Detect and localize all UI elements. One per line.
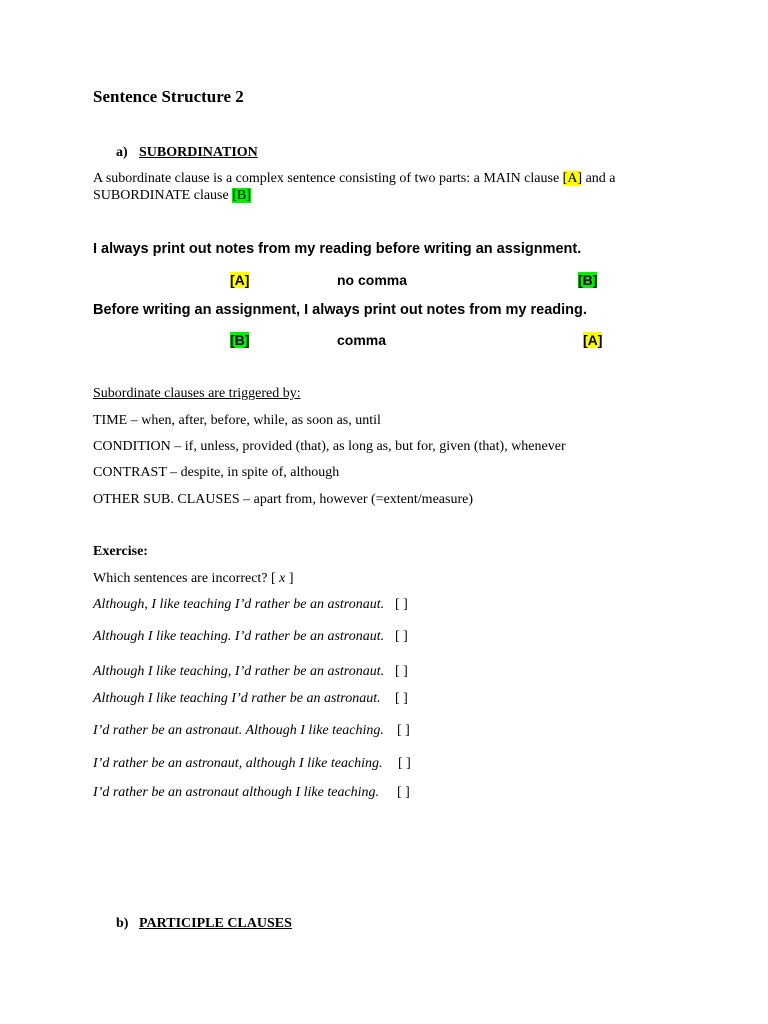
exercise-item-text: Although I like teaching I’d rather be an astronaut. [93, 691, 381, 706]
example-1-label: no comma [337, 272, 408, 288]
exercise-item [93, 723, 384, 739]
exercise-item [93, 597, 384, 613]
page-title: Sentence Structure 2 [93, 87, 244, 106]
exercise-checkbox-6[interactable]: [ ] [398, 756, 411, 771]
exercise-checkbox-2[interactable]: [ ] [395, 629, 408, 644]
intro-text-2: and a SUBORDINATE clause [93, 171, 616, 203]
section-a-name: SUBORDINATION [139, 145, 258, 160]
intro-paragraph [93, 170, 673, 204]
exercise-question-x: x [279, 571, 286, 586]
example-sentence-1: I always print out notes from my reading before writing an assignment. [93, 241, 582, 257]
triggers-heading: Subordinate clauses are triggered by: [93, 386, 301, 401]
exercise-item [93, 629, 384, 645]
exercise-item [93, 691, 381, 707]
example-1-tag-right: [B] [578, 272, 598, 288]
exercise-item-text: I’d rather be an astronaut although I like teaching. [93, 785, 380, 800]
exercise-item [93, 756, 383, 772]
trigger-item-contrast: CONTRAST – despite, in spite of, although [93, 465, 340, 480]
section-b-name: PARTICIPLE CLAUSES [139, 916, 292, 931]
trigger-item-time: TIME – when, after, before, while, as soon as, until [93, 413, 381, 428]
trigger-item-other: OTHER SUB. CLAUSES – apart from, however (=extent/measure) [93, 492, 473, 507]
example-2-tag-left: [B] [230, 332, 250, 348]
exercise-checkbox-5[interactable]: [ ] [397, 723, 410, 738]
section-b-heading [116, 916, 292, 932]
intro-text-1: A subordinate clause is a complex sentence consisting of two parts: a MAIN clause [93, 171, 563, 186]
exercise-question [93, 571, 294, 587]
section-a-heading [116, 145, 258, 161]
exercise-item-text: Although, I like teaching I’d rather be an astronaut. [93, 597, 385, 612]
exercise-checkbox-1[interactable]: [ ] [395, 597, 408, 612]
exercise-question-text: Which sentences are incorrect? [ [93, 571, 280, 586]
exercise-checkbox-3[interactable]: [ ] [395, 664, 408, 679]
exercise-item [93, 664, 384, 680]
section-a-letter: a) [116, 145, 128, 160]
exercise-item-text: Although I like teaching, I’d rather be an astronaut. [93, 664, 385, 679]
section-b-letter: b) [116, 916, 129, 931]
example-sentence-2: Before writing an assignment, I always print out notes from my reading. [93, 302, 587, 318]
intro-tag-a: [A] [562, 171, 583, 186]
exercise-item-text: I’d rather be an astronaut, although I like teaching. [93, 756, 383, 771]
exercise-item [93, 785, 379, 801]
exercise-question-end: ] [285, 571, 294, 586]
trigger-item-condition: CONDITION – if, unless, provided (that), as long as, but for, given (that), whenever [93, 439, 566, 454]
exercise-checkbox-4[interactable]: [ ] [395, 691, 408, 706]
exercise-heading: Exercise: [93, 544, 148, 559]
example-2-label: comma [337, 332, 387, 348]
exercise-checkbox-7[interactable]: [ ] [397, 785, 410, 800]
example-2-tag-right: [A] [583, 332, 603, 348]
exercise-item-text: I’d rather be an astronaut. Although I like teaching. [93, 723, 384, 738]
exercise-item-text: Although I like teaching. I’d rather be an astronaut. [93, 629, 385, 644]
intro-tag-b: [B] [232, 188, 251, 203]
example-1-tag-left: [A] [230, 272, 250, 288]
